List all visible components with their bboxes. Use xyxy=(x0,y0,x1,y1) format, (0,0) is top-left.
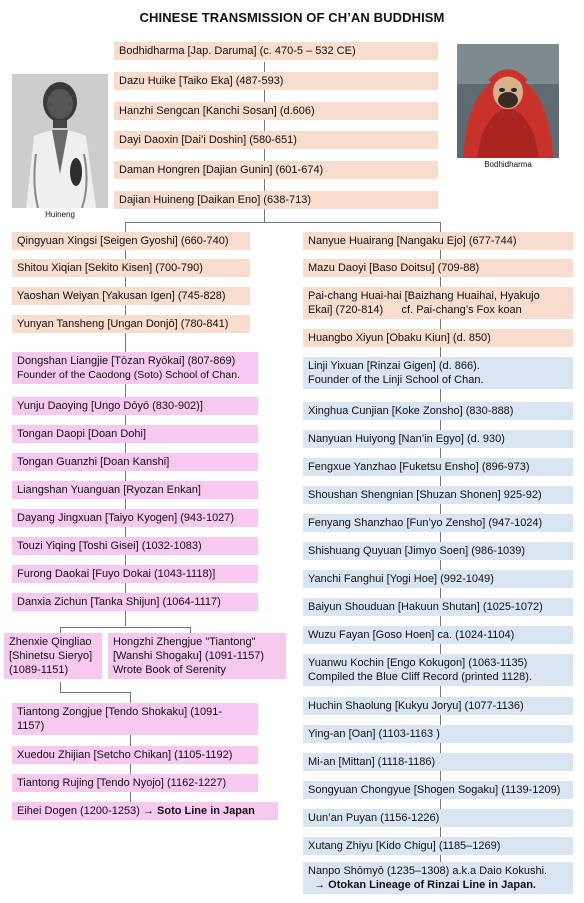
lineage-nanpo-shomyo xyxy=(303,862,573,894)
lineage-yunyan-tansheng: Yunyan Tansheng [Ungan Donjō] (780-841) xyxy=(12,315,250,333)
split-horizontal-connector xyxy=(60,627,190,628)
zhenxie-line-3: (1089-1151) xyxy=(9,664,69,676)
lineage-songyuan-chongyue: Songyuan Chongyue [Shogen Sogaku] (1139-1209) xyxy=(303,781,573,799)
lineage-dongshan-liangjie xyxy=(12,352,258,384)
lineage-xinghua-cunjian: Xinghua Cunjian [Koke Zonsho] (830-888) xyxy=(303,402,573,420)
lineage-dayi-daoxin: Dayi Daoxin [Dai’i Doshin] (580-651) xyxy=(114,131,438,149)
lineage-dongshan-name: Dongshan Liangjie [Tōzan Ryōkai] (807-869) xyxy=(17,355,236,367)
eihei-dogen-name: Eihei Dogen (1200-1253) xyxy=(17,805,143,817)
linji-line-2: Founder of the Linji School of Chan. xyxy=(308,374,484,386)
lineage-fenyang-shanzhao: Fenyang Shanzhao [Fun’yo Zensho] (947-1024) xyxy=(303,514,573,532)
lineage-danxia-zichun: Danxia Zichun [Tanka Shijun] (1064-1117) xyxy=(12,593,258,611)
hongzhi-line-2: [Wanshi Shogaku] (1091-1157) xyxy=(113,650,265,662)
zhenxie-to-tiantong xyxy=(60,682,61,692)
lineage-bodhidharma: Bodhidharma [Jap. Daruma] (c. 470-5 – 532 CE) xyxy=(114,42,438,60)
lineage-hongzhi-zhengjue xyxy=(108,633,286,679)
yuanwu-line-1: Yuanwu Kochin [Engo Kokugon] (1063-1135) xyxy=(308,657,528,669)
lineage-shishuang-quyuan: Shishuang Quyuan [Jimyo Soen] (986-1039) xyxy=(303,542,573,560)
lineage-xuedou-zhijian: Xuedou Zhijian [Setcho Chikan] (1105-1192) xyxy=(12,746,258,764)
tiantong-zongjue-line-2: 1157) xyxy=(17,720,45,732)
lineage-dongshan-note: Founder of the Caodong (Soto) School of Chan. xyxy=(17,369,240,381)
lineage-pai-chang xyxy=(303,287,573,319)
hongzhi-line-1: Hongzhi Zhengjue "Tiantong" xyxy=(113,636,256,648)
lineage-qingyuan-xingsi: Qingyuan Xingsi [Seigen Gyoshi] (660-740) xyxy=(12,232,250,250)
zhenxie-line-1: Zhenxie Qingliao xyxy=(9,636,92,648)
lineage-baiyun-shouduan: Baiyun Shouduan [Hakuun Shutan] (1025-1072) xyxy=(303,598,573,616)
huineng-portrait xyxy=(12,74,108,208)
lineage-shitou-xiqian: Shitou Xiqian [Sekito Kisen] (700-790) xyxy=(12,259,250,277)
lineage-uun-an-puyan: Uun’an Puyan (1156-1226) xyxy=(303,809,573,827)
lineage-xutang-zhiyu: Xutang Zhiyu [Kido Chigu] (1185–1269) xyxy=(303,837,573,855)
bodhidharma-caption: Bodhidharma xyxy=(484,160,532,169)
lineage-dajian-huineng: Dajian Huineng [Daikan Eno] (638-713) xyxy=(114,191,438,209)
bodhidharma-portrait xyxy=(457,44,559,158)
trunk-to-branch xyxy=(264,208,265,222)
lineage-zhenxie-qingliao xyxy=(4,633,102,679)
lineage-tongan-daopi: Tongan Daopi [Doan Dohi] xyxy=(12,425,258,443)
soto-line-japan-note: → Soto Line in Japan xyxy=(142,805,255,817)
yuanwu-line-2: Compiled the Blue Cliff Record (printed 1128). xyxy=(308,671,532,683)
lineage-fengxue-yanzhao: Fengxue Yanzhao [Fuketsu Ensho] (896-973) xyxy=(303,458,573,476)
otokan-lineage-note: → Otokan Lineage of Rinzai Line in Japan. xyxy=(308,879,536,891)
lineage-touzi-yiqing: Touzi Yiqing [Toshi Gisei] (1032-1083) xyxy=(12,537,258,555)
lineage-nanyuan-huiyong: Nanyuan Huiyong [Nan’in Egyo] (d. 930) xyxy=(303,430,573,448)
lineage-huangbo-xiyun: Huangbo Xiyun [Obaku Kiun] (d. 850) xyxy=(303,329,573,347)
tiantong-zongjue-line-1: Tiantong Zongjue [Tendo Shokaku] (1091- xyxy=(17,706,223,718)
pai-chang-line-2: Ekai] (720-814) cf. Pai-chang’s Fox koan xyxy=(308,304,522,316)
lineage-dazu-huike: Dazu Huike [Taiko Eka] (487-593) xyxy=(114,72,438,90)
lineage-mazu-daoyi: Mazu Daoyi [Baso Doitsu] (709-88) xyxy=(303,259,573,277)
lineage-huchin-shaolung: Huchin Shaolung [Kukyu Joryu] (1077-1136) xyxy=(303,697,573,715)
branch-horizontal-connector xyxy=(125,222,440,223)
lineage-ying-an: Ying-an [Oan] (1103-1163 ) xyxy=(303,725,573,743)
hongzhi-line-3: Wrote Book of Serenity xyxy=(113,664,226,676)
lineage-tiantong-zongjue xyxy=(12,703,258,735)
lineage-yanchi-fanghui: Yanchi Fanghui [Yogi Hoe] (992-1049) xyxy=(303,570,573,588)
lineage-nanyue-huairang: Nanyue Huairang [Nangaku Ejo] (677-744) xyxy=(303,232,573,250)
lineage-wuzu-fayan: Wuzu Fayan [Goso Hoen] ca. (1024-1104) xyxy=(303,626,573,644)
merge-horizontal xyxy=(60,692,130,693)
lineage-shoushan-shengnian: Shoushan Shengnian [Shuzan Shonen] 925-92) xyxy=(303,486,573,504)
lineage-linji-yixuan xyxy=(303,357,573,389)
linji-line-1: Linji Yixuan [Rinzai Gigen] (d. 866). xyxy=(308,360,480,372)
pai-chang-line-1: Pai-chang Huai-hai [Baizhang Huaihai, Hyakujo xyxy=(308,290,540,302)
lineage-furong-daokai: Furong Daokai [Fuyo Dokai (1043-1118)] xyxy=(12,565,258,583)
lineage-yuanwu-kochin xyxy=(303,654,573,686)
lineage-daman-hongren: Daman Hongren [Dajian Gunin] (601-674) xyxy=(114,161,438,179)
lineage-mi-an: Mi-an [Mittan] (1118-1186) xyxy=(303,753,573,771)
zhenxie-line-2: [Shinetsu Sieryo] xyxy=(9,650,93,662)
lineage-liangshan-yuanguan: Liangshan Yuanguan [Ryozan Enkan] xyxy=(12,481,258,499)
huineng-caption: Huineng xyxy=(45,210,75,219)
lineage-hanzhi-sengcan: Hanzhi Sengcan [Kanchi Sosan] (d.606) xyxy=(114,102,438,120)
branch-drop-left xyxy=(125,222,126,232)
page-title: CHINESE TRANSMISSION OF CH’AN BUDDHISM xyxy=(139,10,445,25)
lineage-yaoshan-weiyan: Yaoshan Weiyan [Yakusan Igen] (745-828) xyxy=(12,287,250,305)
lineage-eihei-dogen xyxy=(12,802,278,820)
lineage-dayang-jingxuan: Dayang Jingxuan [Taiyo Kyogen] (943-1027) xyxy=(12,509,258,527)
nanpo-line-1: Nanpo Shōmyō (1235–1308) a.k.a Daio Kokushi. xyxy=(308,865,548,877)
lineage-tiantong-rujing: Tiantong Rujing [Tendo Nyojo] (1162-1227) xyxy=(12,774,258,792)
lineage-yunju-daoying: Yunju Daoying [Ungo Dōyō (830-902)] xyxy=(12,397,258,415)
branch-drop-right xyxy=(440,222,441,232)
lineage-tongan-guanzhi: Tongan Guanzhi [Doan Kanshi] xyxy=(12,453,258,471)
